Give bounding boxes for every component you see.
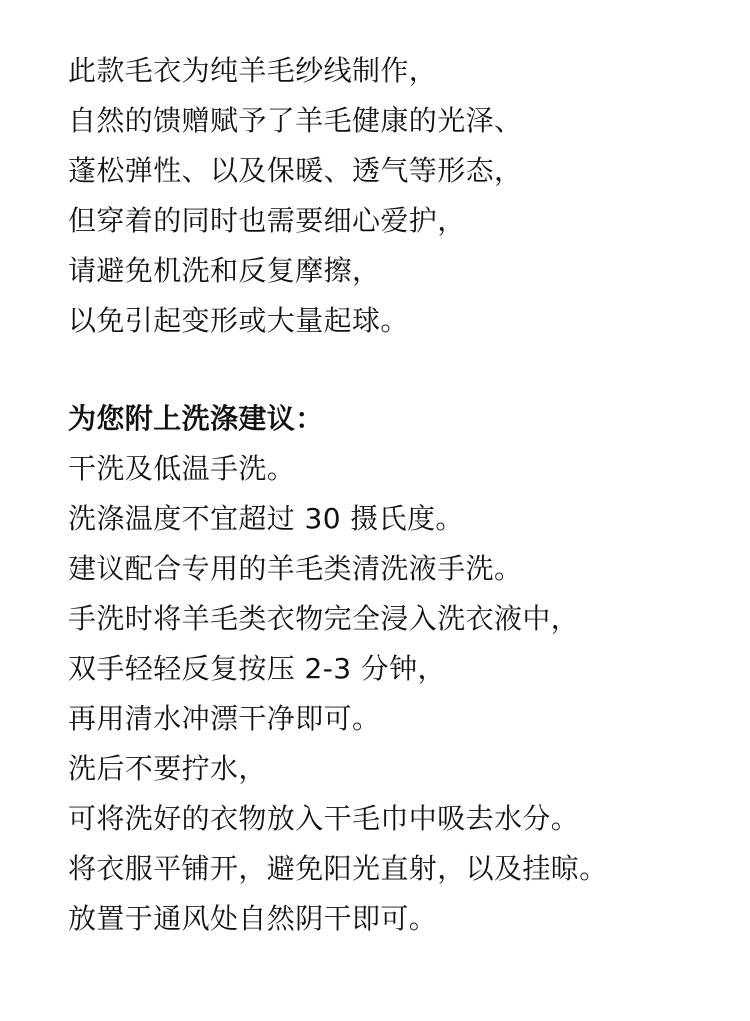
intro-line: 请避免机洗和反复摩擦， bbox=[68, 254, 381, 287]
washing-advice-line: 放置于通风处自然阴干即可。 bbox=[68, 902, 438, 935]
washing-advice-line: 干洗及低温手洗。 bbox=[68, 452, 296, 485]
washing-advice-line: 洗涤温度不宜超过 30 摄氏度。 bbox=[68, 502, 464, 535]
washing-advice-line: 将衣服平铺开，避免阳光直射，以及挂晾。 bbox=[68, 852, 608, 885]
washing-advice-line: 建议配合专用的羊毛类清洗液手洗。 bbox=[68, 552, 523, 585]
intro-line: 自然的馈赠赋予了羊毛健康的光泽、 bbox=[68, 104, 523, 137]
washing-advice-section bbox=[68, 394, 728, 944]
washing-advice-line: 再用清水冲漂干净即可。 bbox=[68, 702, 381, 735]
intro-line: 以免引起变形或大量起球。 bbox=[68, 304, 409, 337]
intro-line: 但穿着的同时也需要细心爱护， bbox=[68, 204, 466, 237]
washing-advice-heading: 为您附上洗涤建议： bbox=[68, 402, 324, 435]
washing-advice-line: 可将洗好的衣物放入干毛巾中吸去水分。 bbox=[68, 802, 580, 835]
intro-line: 蓬松弹性、以及保暖、透气等形态， bbox=[68, 154, 523, 187]
washing-advice-line: 手洗时将羊毛类衣物完全浸入洗衣液中， bbox=[68, 602, 580, 635]
care-instructions-document bbox=[68, 46, 728, 944]
intro-paragraph bbox=[68, 46, 728, 346]
section-spacer bbox=[68, 346, 728, 394]
washing-advice-line: 洗后不要拧水， bbox=[68, 752, 267, 785]
intro-line: 此款毛衣为纯羊毛纱线制作， bbox=[68, 54, 438, 87]
washing-advice-line: 双手轻轻反复按压 2-3 分钟， bbox=[68, 652, 446, 685]
